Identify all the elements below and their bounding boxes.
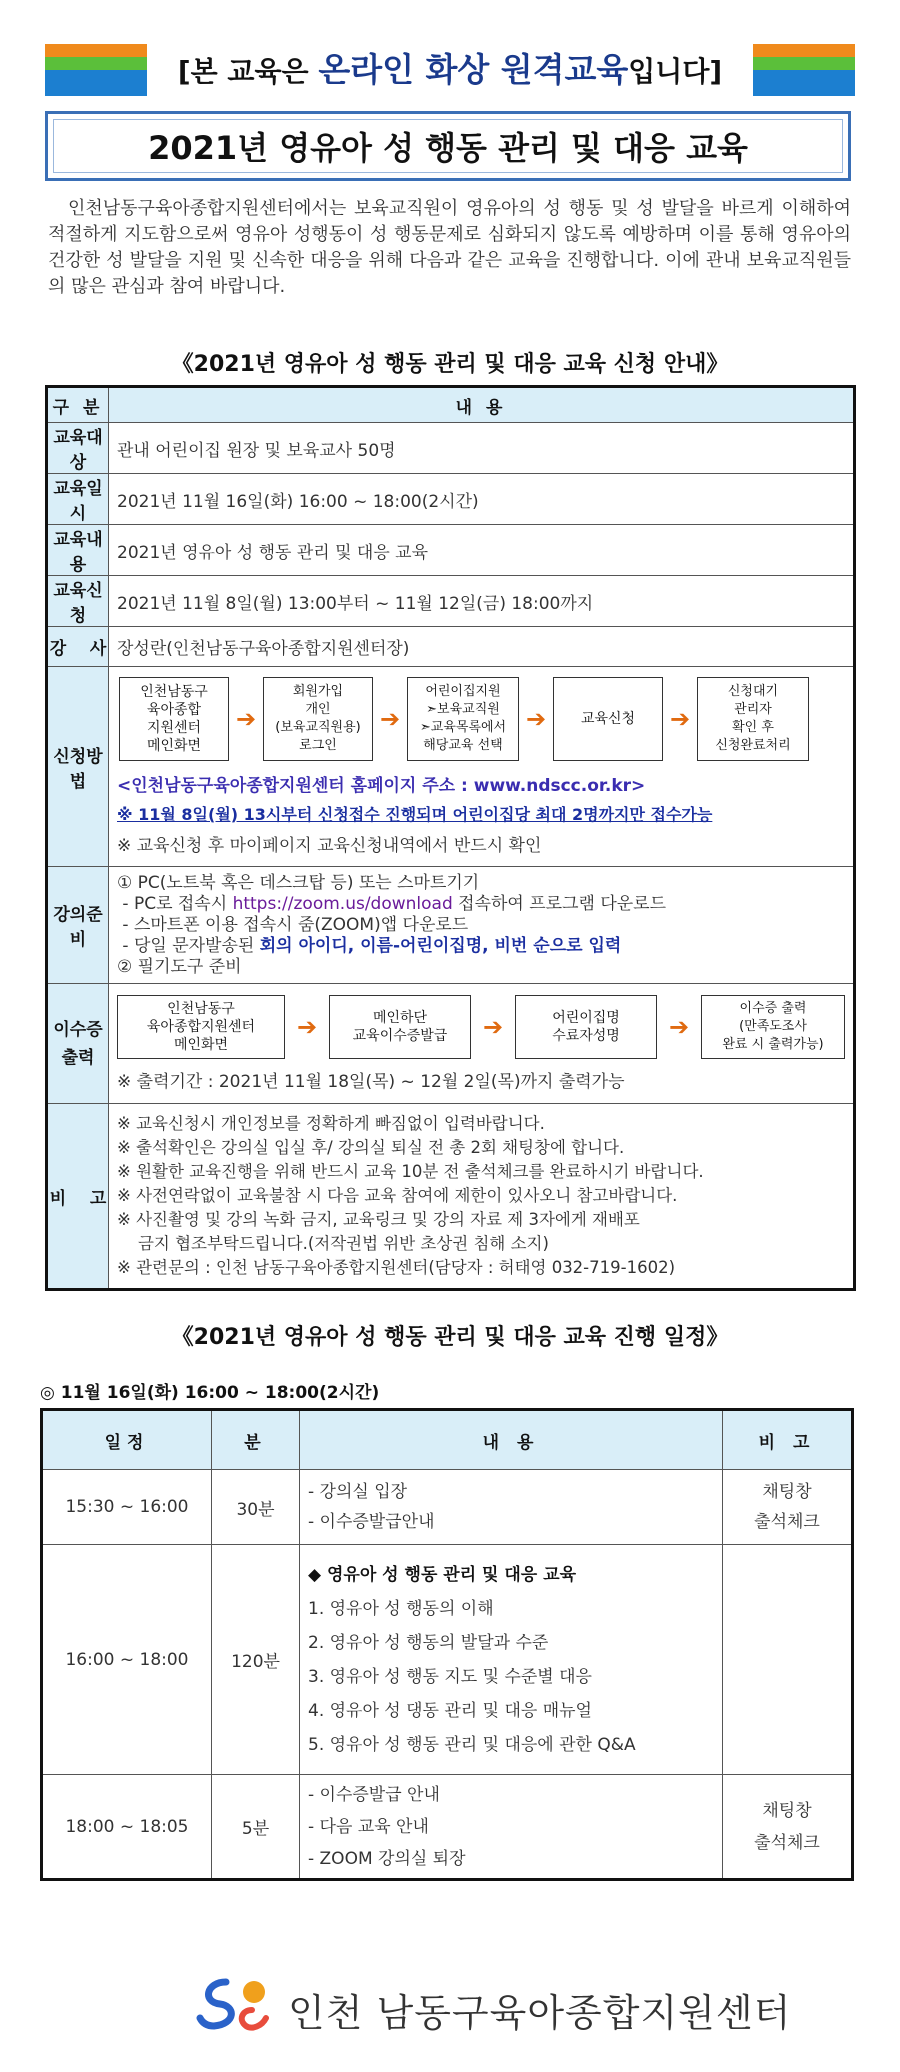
schedule-item: - 다음 교육 안내 — [308, 1816, 429, 1837]
schedule-item: - 이수증발급안내 — [308, 1512, 435, 1532]
remark-line: ※ 사진촬영 및 강의 녹화 금지, 교육링크 및 강의 자료 제 3자에게 재배포 — [117, 1210, 640, 1229]
schedule-note: 채팅창 출석체크 — [723, 1470, 853, 1545]
schedule-header-time: 일정 — [42, 1410, 212, 1470]
row-value-content: 2021년 영유아 성 행동 관리 및 대응 교육 — [109, 525, 855, 576]
col-header-label: 구 분 — [47, 387, 109, 423]
row-label-datetime: 교육일시 — [47, 474, 109, 525]
schedule-item: 3. 영유아 성 행동 지도 및 수준별 대응 — [308, 1666, 592, 1687]
schedule-item: - 강의실 입장 — [308, 1482, 408, 1502]
schedule-item: 1. 영유아 성 행동의 이해 — [308, 1598, 494, 1619]
prep-line-4: - 당일 문자발송된 회의 아이디, 이름-어린이집명, 비번 순으로 입력 — [117, 935, 622, 956]
schedule-table — [40, 1408, 854, 1881]
prep-line-3: - 스마트폰 이용 접속시 줌(ZOOM)앱 다운로드 — [117, 914, 469, 935]
remark-line: ※ 원활한 교육진행을 위해 반드시 교육 10분 전 출석체크를 완료하시기 바랍니다. — [117, 1162, 704, 1181]
zoom-download-link[interactable]: https://zoom.us/download — [232, 893, 453, 914]
application-heading: 《2021년 영유아 성 행동 관리 및 대응 교육 신청 안내》 — [171, 352, 729, 377]
arrow-right-icon: ➔ — [379, 705, 401, 733]
schedule-date-line: ◎ 11월 16일(화) 16:00 ~ 18:00(2시간) — [40, 1383, 380, 1403]
arrow-right-icon: ➔ — [668, 1013, 690, 1041]
remark-line: 금지 협조부탁드립니다.(저작권법 위반 초상권 침해 소지) — [117, 1234, 549, 1253]
row-label-remarks: 비 고 — [47, 1104, 109, 1290]
cert-flow — [117, 995, 845, 1059]
schedule-note — [723, 1545, 853, 1775]
arrow-right-icon: ➔ — [235, 705, 257, 733]
schedule-header-min: 분 — [212, 1410, 300, 1470]
schedule-time: 18:00 ~ 18:05 — [42, 1775, 212, 1880]
schedule-min: 120분 — [212, 1545, 300, 1775]
prep-line-2: - PC로 접속시 https://zoom.us/download 접속하여 프로그램 다운로드 — [117, 893, 667, 914]
schedule-item: 5. 영유아 성 행동 관리 및 대응에 관한 Q&A — [308, 1734, 636, 1755]
homepage-address: <인천남동구육아종합지원센터 홈페이지 주소 : www.ndscc.or.kr> — [117, 776, 646, 796]
arrow-right-icon: ➔ — [296, 1013, 318, 1041]
schedule-min: 30분 — [212, 1470, 300, 1545]
prep-line-1: ① PC(노트북 혹은 데스크탑 등) 또는 스마트기기 — [117, 872, 480, 893]
row-value-apply: 2021년 11월 8일(월) 13:00부터 ~ 11월 12일(금) 18:00까지 — [109, 576, 855, 627]
application-notice: ※ 11월 8일(월) 13시부터 신청접수 진행되며 어린이집당 최대 2명까지만 접수가능 — [117, 805, 713, 824]
page-title-box — [45, 111, 851, 181]
cert-step-print: 이수증 출력 (만족도조사 완료 시 출력가능) — [701, 995, 845, 1059]
schedule-min: 5분 — [212, 1775, 300, 1880]
flow-step-main: 인천남동구 육아종합 지원센터 메인화면 — [119, 677, 229, 761]
schedule-item-title: ◆ 영유아 성 행동 관리 및 대응 교육 — [308, 1564, 576, 1585]
col-header-content: 내 용 — [109, 387, 855, 423]
schedule-time: 16:00 ~ 18:00 — [42, 1545, 212, 1775]
schedule-item: - 이수증발급 안내 — [308, 1784, 440, 1805]
schedule-item: - ZOOM 강의실 퇴장 — [308, 1848, 466, 1869]
remark-line: ※ 관련문의 : 인천 남동구육아종합지원센터(담당자 : 허태영 032-719-1602) — [117, 1258, 676, 1277]
row-value-datetime: 2021년 11월 16일(화) 16:00 ~ 18:00(2시간) — [109, 474, 855, 525]
intro-paragraph: 인천남동구육아종합지원센터에서는 보육교직원이 영유아의 성 행동 및 성 발달을 바르게 이해하여 적절하게 지도함으로써 영유아 성행동이 성 행동문제로 심화되지 않도록 예방하며 이를 통해 영유아의 건강한 성 발달을 지원 및 신속한 대응을 위해 다음과 같은 교육을 진행합니다. 이에 관내 보육교직원들의 많은 관심과 참여 바랍니다. — [48, 198, 851, 297]
cert-step-name: 어린이집명 수료자성명 — [515, 995, 657, 1059]
arrow-right-icon: ➔ — [669, 705, 691, 733]
flow-step-select: 어린이집지원 ➣보육교직원 ➣교육목록에서 해당교육 선택 — [407, 677, 519, 761]
row-label-apply: 교육신청 — [47, 576, 109, 627]
remark-line: ※ 출석확인은 강의실 입실 후/ 강의실 퇴실 전 총 2회 채팅창에 합니다. — [117, 1138, 625, 1157]
row-label-cert: 이수증 출력 — [47, 984, 109, 1104]
schedule-time: 15:30 ~ 16:00 — [42, 1470, 212, 1545]
online-notice-banner: [본 교육은 온라인 화상 원격교육입니다] — [177, 50, 723, 89]
row-label-target: 교육대상 — [47, 423, 109, 474]
schedule-header-note: 비 고 — [723, 1410, 853, 1470]
schedule-header-content: 내 용 — [300, 1410, 723, 1470]
cert-period: ※ 출력기간 : 2021년 11월 18일(목) ~ 12월 2일(목)까지 출력가능 — [117, 1072, 625, 1092]
prep-line-5: ② 필기도구 준비 — [117, 956, 242, 977]
remark-line: ※ 사전연락없이 교육불참 시 다음 교육 참여에 제한이 있사오니 참고바랍니다. — [117, 1186, 678, 1205]
flow-step-apply: 교육신청 — [553, 677, 663, 761]
schedule-item: 2. 영유아 성 행동의 발달과 수준 — [308, 1632, 549, 1653]
footer-org-name: 인천 남동구육아종합지원센터 — [288, 1991, 792, 2035]
cert-step-main: 인천남동구 육아종합지원센터 메인화면 — [117, 995, 285, 1059]
org-logo-icon — [196, 1974, 276, 2034]
application-table — [45, 385, 856, 1291]
remark-line: ※ 교육신청시 개인정보를 정확하게 빠짐없이 입력바랍니다. — [117, 1114, 545, 1133]
schedule-heading: 《2021년 영유아 성 행동 관리 및 대응 교육 진행 일정》 — [171, 1325, 729, 1350]
cert-step-issue: 메인하단 교육이수증발급 — [329, 995, 471, 1059]
row-label-lecturer: 강 사 — [47, 627, 109, 667]
flow-step-confirm: 신청대기 관리자 확인 후 신청완료처리 — [697, 677, 809, 761]
row-value-target: 관내 어린이집 원장 및 보육교사 50명 — [109, 423, 855, 474]
row-label-prep: 강의준비 — [47, 867, 109, 984]
row-value-lecturer: 장성란(인천남동구육아종합지원센터장) — [109, 627, 855, 667]
row-label-content: 교육내용 — [47, 525, 109, 576]
schedule-item: 4. 영유아 성 댕동 관리 및 대응 매뉴얼 — [308, 1700, 592, 1721]
application-flow — [119, 677, 845, 761]
schedule-note: 채팅창 출석체크 — [723, 1775, 853, 1880]
arrow-right-icon: ➔ — [525, 705, 547, 733]
application-check: ※ 교육신청 후 마이페이지 교육신청내역에서 반드시 확인 — [117, 836, 542, 856]
page-title: 2021년 영유아 성 행동 관리 및 대응 교육 — [53, 119, 843, 173]
row-label-method: 신청방법 — [47, 667, 109, 867]
arrow-right-icon: ➔ — [482, 1013, 504, 1041]
flow-step-login: 회원가입 개인 (보육교직원용) 로그인 — [263, 677, 373, 761]
